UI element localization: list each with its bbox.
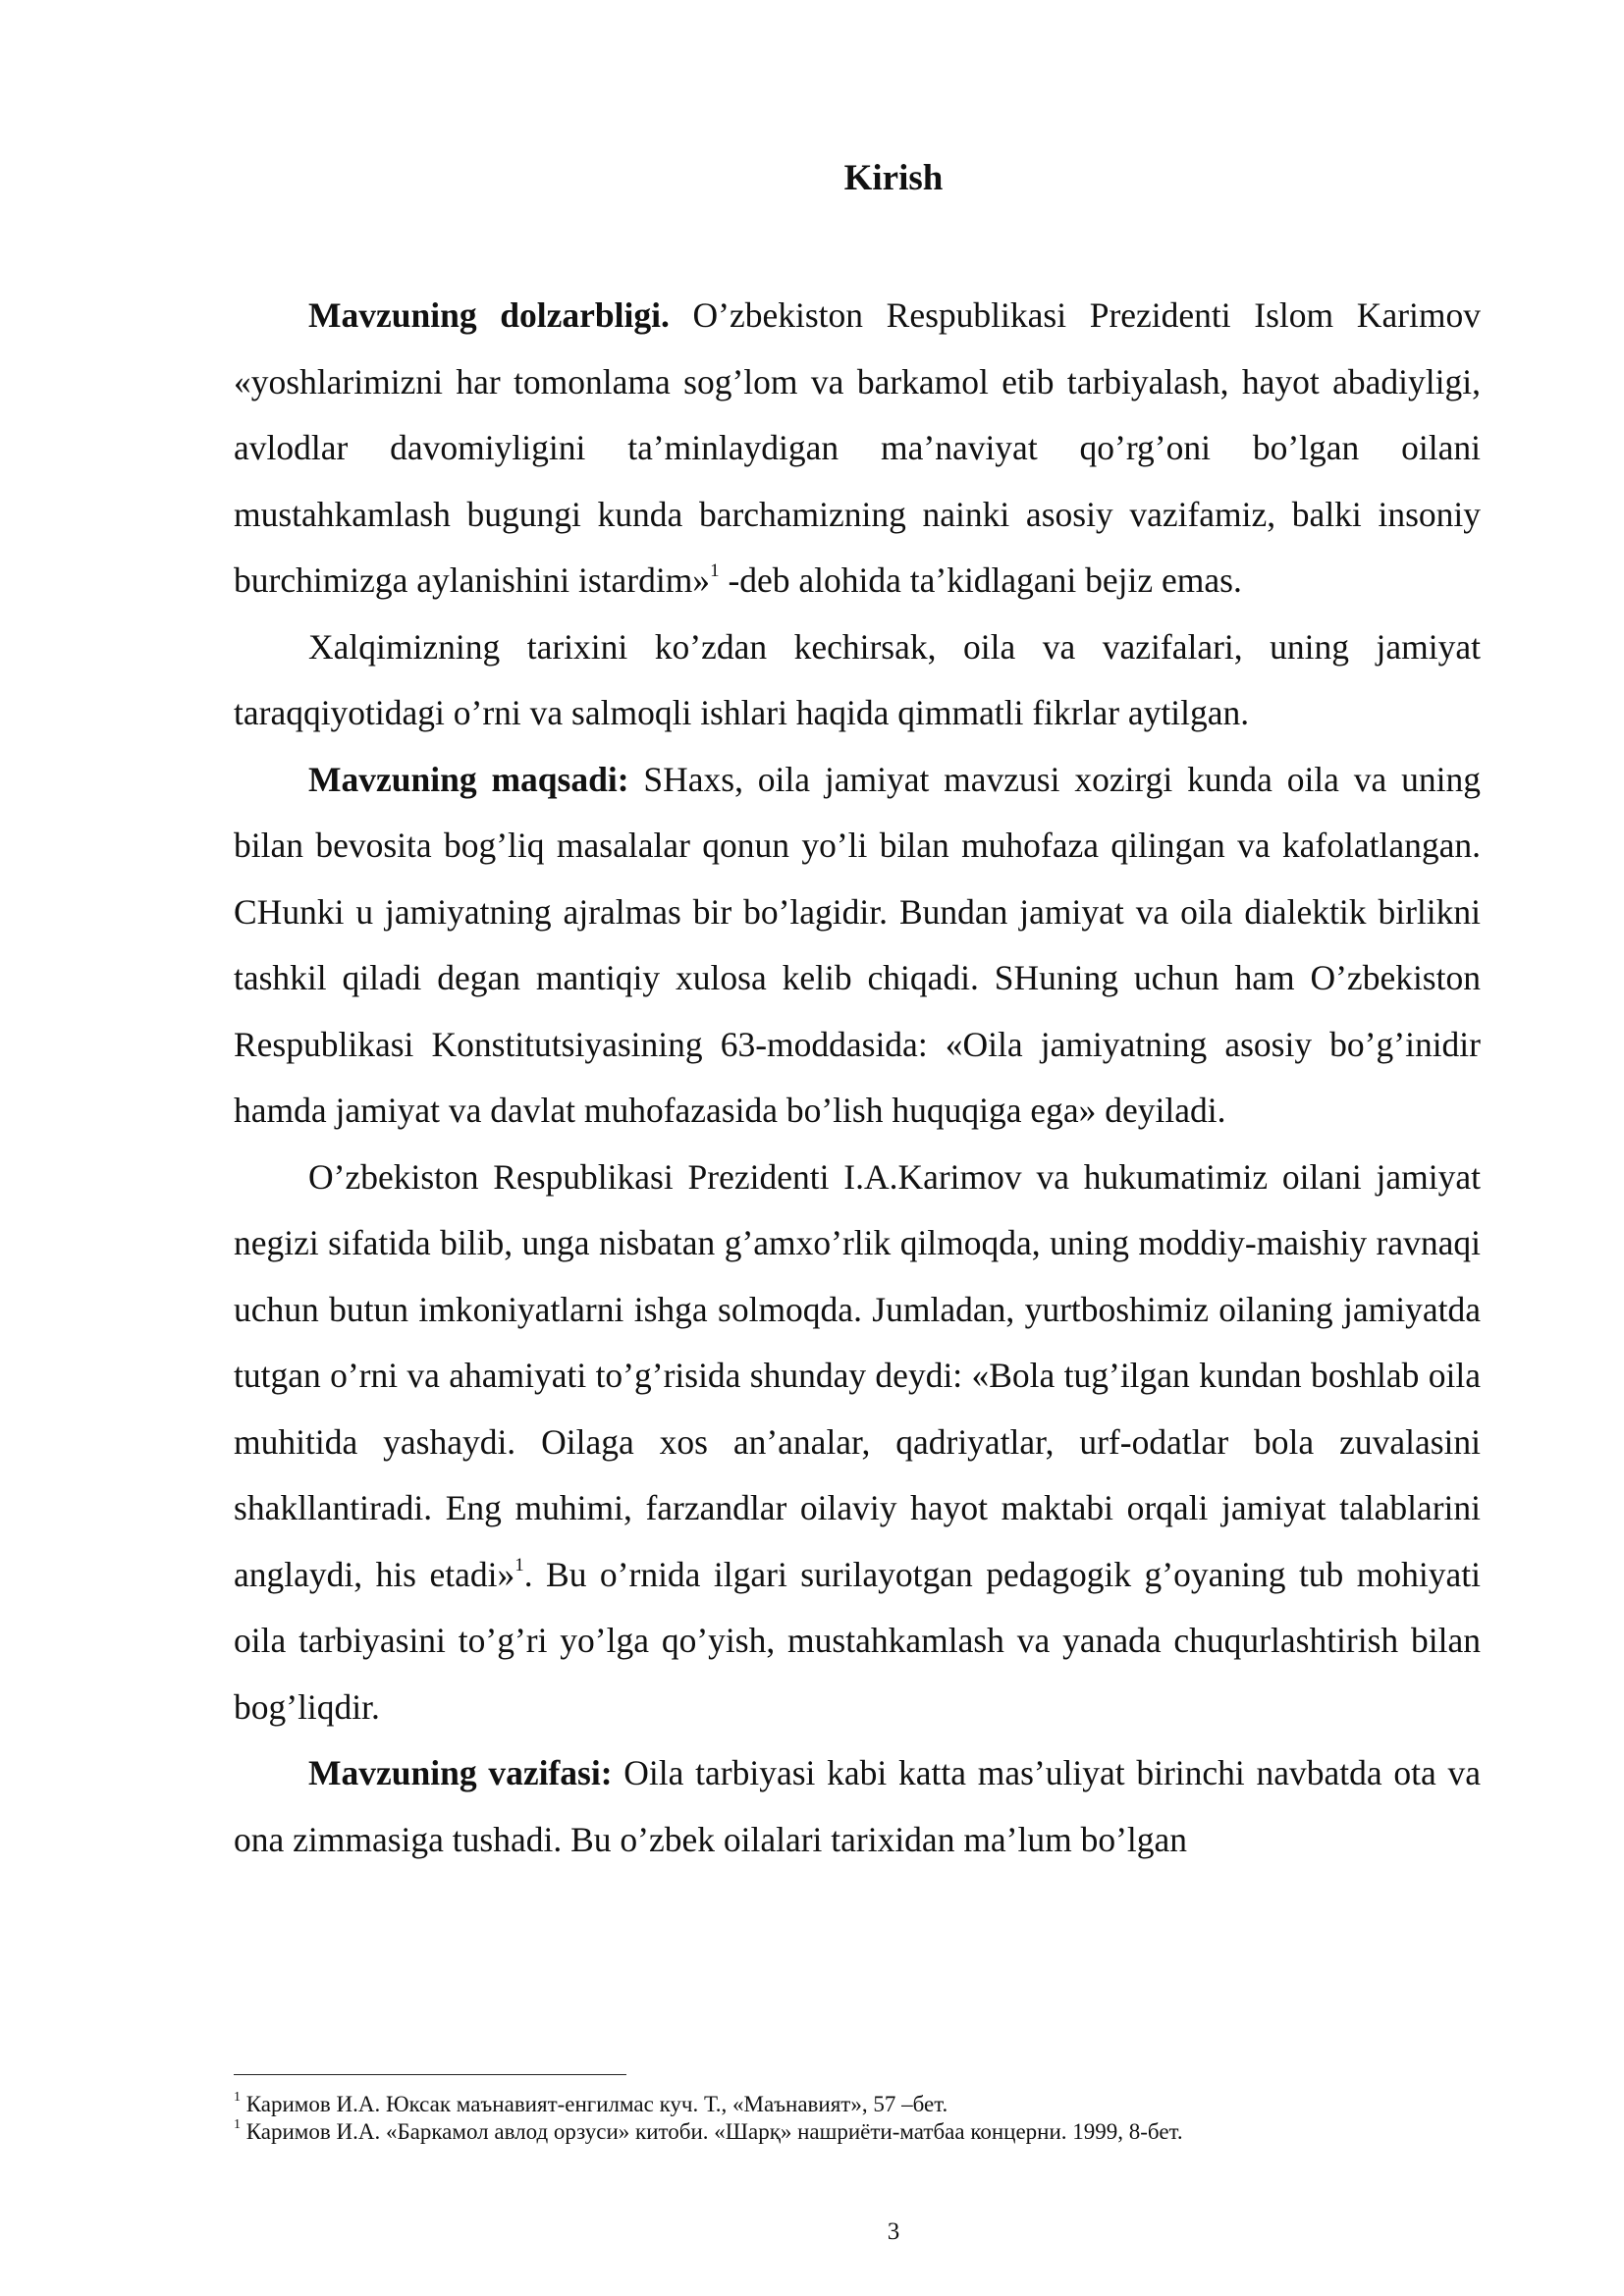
paragraph-president (234, 1145, 1481, 1741)
footnote-mark: 1 (234, 2117, 241, 2133)
footnote-separator (234, 2074, 626, 2075)
footnote-item (234, 2118, 1481, 2146)
document-body (234, 283, 1481, 1873)
page-number: 3 (887, 2218, 900, 2245)
paragraph-history (234, 614, 1481, 747)
footnote-ref: 1 (710, 561, 720, 582)
footnote-ref: 1 (514, 1554, 524, 1575)
paragraph-text: O’zbekiston Respublikasi Prezidenti Islom Karimov «yoshlarimizni har tomonlama sog’lom va barkamol etib tarbiyalash, hayot abadiyligi, avlodlar davomiyligini ta’minlaydigan ma’naviyat qo’rg’oni bo’lgan oilani mustahkamlash bugungi kunda barchamizning nainki asosiy vazifamiz, balki insoniy burchimizga aylanishini istardim» (234, 295, 1482, 600)
paragraph-heading: Mavzuning dolzarbligi. (308, 295, 670, 335)
page-title: Kirish (843, 158, 944, 198)
paragraph-heading: Mavzuning vazifasi: (308, 1753, 613, 1792)
paragraph-text: O’zbekiston Respublikasi Prezidenti I.A.Karimov va hukumatimiz oilani jamiyat negizi sifatida bilib, unga nisbatan g’amxo’rlik qilmoqda, uning moddiy-maishiy ravnaqi uchun butun imkoniyatlarni ishga solmoqda. Jumladan, yurtboshimiz oilaning jamiyatda tutgan o’rni va ahamiyati to’g’risida shunday deydi: «Bola tug’ilgan kundan boshlab oila muhitida yashaydi. Oilaga xos an’analar, qadriyatlar, urf-odatlar bola zuvalasini shakllantiradi. Eng muhimi, farzandlar oilaviy hayot maktabi orqali jamiyat talablarini anglaydi, his etadi» (234, 1156, 1481, 1594)
paragraph-text: SHaxs, oila jamiyat mavzusi xozirgi kunda oila va uning bilan bevosita bog’liq masalalar qonun yo’li bilan muhofaza qilingan va kafolatlangan. CHunki u jamiyatning ajralmas bir bo’lagidir. Bundan jamiyat va oila dialektik birlikni tashkil qiladi degan mantiqiy xulosa kelib chiqadi. SHuning uchun ham O’zbekiston Respublikasi Konstitutsiyasining 63-moddasida: «Oila jamiyatning asosiy bo’g’inidir hamda jamiyat va davlat muhofazasida bo’lish huquqiga ega» deyiladi. (234, 759, 1481, 1130)
paragraph-text: -deb alohida ta’kidlagani bejiz emas. (719, 561, 1242, 600)
footnote-text: Каримов И.А. «Баркамол авлод орзуси» китоби. «Шарқ» нашриёти-матбаа концерни. 1999, 8-бет. (241, 2119, 1183, 2144)
footnote-text: Каримов И.А. Юксак маънавият-енгилмас куч. Т., «Маънавият», 57 –бет. (241, 2092, 948, 2116)
footnotes (234, 2091, 1481, 2146)
paragraph-text: Xalqimizning tarixini ko’zdan kechirsak, oila va vazifalari, uning jamiyat taraqqiyotidagi o’rni va salmoqli ishlari haqida qimmatli fikrlar aytilgan. (234, 626, 1481, 732)
paragraph-goal (234, 747, 1481, 1145)
paragraph-heading: Mavzuning maqsadi: (308, 759, 629, 799)
paragraph-text: . Bu o’rnida ilgari surilayotgan pedagogik g’oyaning tub mohiyati oila tarbiyasini to’g’ri yo’lga qo’yish, mustahkamlash va yanada chuqurlashtirish bilan bog’liqdir. (234, 1554, 1481, 1727)
paragraph-text: Oila tarbiyasi kabi katta mas’uliyat birinchi navbatda ota va ona zimmasiga tushadi. Bu o’zbek oilalari tarixidan ma’lum bo’lgan (234, 1753, 1481, 1859)
footnote-mark: 1 (234, 2090, 241, 2106)
paragraph-relevance (234, 283, 1481, 614)
paragraph-task (234, 1740, 1481, 1873)
footnote-item (234, 2091, 1481, 2118)
